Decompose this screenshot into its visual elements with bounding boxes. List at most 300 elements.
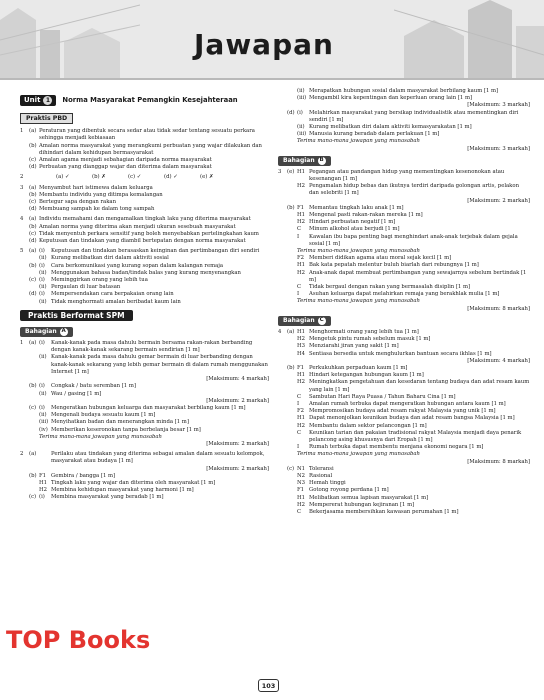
answer-label: 1 [20,128,24,135]
answer-label [20,199,29,206]
answers-q1 [20,128,269,171]
answer-row [20,383,269,390]
answer-text: Hindari perbuatan negatif [1 m] [309,219,396,226]
answer-text: Kurang melibatkan diri dalam aktiviti kemasyarakatan [1 m] [309,124,472,131]
answer-label [278,480,287,487]
answer-row [20,480,269,487]
answer-row [278,495,530,502]
answer-label: (i) [39,340,45,347]
answer-text: Merapatkan hubungan sosial dalam masyarakat berbilang kaum [1 m] [309,88,499,94]
answer-label [287,284,297,291]
answer-row [278,509,530,516]
answer-label: (i) [39,404,45,411]
answer-row [20,263,269,270]
answer-text: Congkak / batu seremban [1 m] [51,383,136,390]
spm-answers-1a [20,340,269,376]
answer-text: Membina kehidupan masyarakat yang harmoni [1 m] [51,487,194,494]
answer-label: (ii) [39,284,47,291]
answer-label [20,224,29,231]
answer-label [20,164,29,171]
answer-label: H1 [39,479,47,486]
max-mark: [Maksimum: 2 markah] [467,197,530,204]
answer-label [278,226,287,233]
answer-row [278,124,530,131]
answer-label: (c) [287,465,295,472]
answer-text: Tingkah laku yang wajar dan diterima oleh masyarakat [1 m] [51,479,216,486]
answer-label: H3 [297,343,305,350]
answer-text: Keputusan dan tindakan berasaskan keinginan dan pertimbangan diri sendiri [51,248,260,255]
answer-label: (i) [39,277,45,284]
answer-row [20,354,269,376]
answer-label: N1 [297,465,306,472]
answers-3a [278,169,530,198]
answer-row [20,451,269,465]
answer-label: (d) [29,206,37,213]
answer-row [20,419,269,426]
answer-label: 3 [20,184,24,191]
answer-label: (d) [29,291,37,298]
answer-row [20,216,269,223]
answer-row [278,415,530,422]
answer-label: (d) [287,109,295,116]
answer-row [20,270,269,277]
answers-3b-f2 [278,255,530,298]
answer-row [278,430,530,444]
answer-text: Keunikan tarian dan pakaian tradisional rakyat Malaysia menjadi daya penarik pelancong asing khususnya dari Eropah [1 m] [309,429,522,443]
answer-label [278,212,287,219]
answer-text: Dapat menonjolkan keunikan budaya dan adat resam bangsa Malaysia [1 m] [309,415,515,422]
answer-text: Pegangan atau pandangan hidup yang mementingkan kesenonokan atau kesenangan [1 m] [309,168,505,183]
answer-label: N2 [297,472,306,479]
answer-label [20,157,29,164]
answer-text: Gembira / bangga [1 m] [51,472,116,479]
answer-label: H2 [297,501,305,508]
answer-row [278,183,530,197]
answer-row [278,291,530,298]
answer-label: (b) [29,191,37,198]
answer-label: (iii) [297,95,307,102]
answer-row [20,291,269,298]
answer-row [278,205,530,212]
answer-label [278,423,287,430]
answer-text: Melahirkan masyarakat yang bersikap individualistik atau mementingkan diri sendiri [1 m] [309,109,519,123]
answer-label [278,351,287,358]
right-column [278,88,530,516]
answer-row [20,231,269,238]
answer-row [20,405,269,412]
answer-label [287,495,297,502]
answer-label [20,231,29,238]
answer-text: Perilaku atau tindakan yang diterima sebagai amalan dalam sesuatu kelompok, masyarakat atau budaya [1 m] [51,451,265,465]
answer-label: (c) [29,404,37,411]
answer-row [20,427,269,434]
answer-text: Kanak-kanak pada masa dahulu gemar bermain di luar berbanding dengan kanak-kanak sekarang yang lebih gemar bermain di dalam rumah menggunakan Internet [1 m] [51,354,268,375]
answer-label: H1 [297,168,305,175]
answer-text: Individu memahami dan mengamalkan tingkah laku yang diterima masyarakat [39,216,251,223]
answer-label [287,408,297,415]
answers-4b [278,365,530,451]
answer-text: Menggunakan bahasa badan/tindak balas yang kurang menyenangkan [51,269,241,276]
answer-label [278,372,287,379]
answer-label: H2 [297,183,305,190]
answer-label: (a) [29,216,37,223]
answer-label [20,255,29,262]
answer-text: Membantu dalam sektor pelancongan [1 m] [309,422,427,429]
answer-label: (iii) [39,419,49,426]
answer-row [278,95,530,102]
answer-row [20,487,269,494]
answer-row [20,143,269,157]
answers-q4 [20,216,269,245]
answer-label: H1 [297,328,305,335]
answer-label [278,408,287,415]
answer-label [278,415,287,422]
spm-answers-2b [20,473,269,502]
answer-label [278,110,287,124]
answer-row [278,255,530,262]
answer-row [20,199,269,206]
praktis-spm-tag: Praktis Berformat SPM [20,310,133,321]
answer-text: Asuhan keluarga dapat melahirkan remaja yang berakhlak mulia [1 m] [309,291,500,298]
answer-label [278,379,287,393]
answer-label [20,143,29,157]
answer-row [20,391,269,398]
answer-label: H2 [297,379,305,386]
answers-q2 [20,174,269,181]
accept-note: Terima mana-mana jawapan yang munasabah [297,451,420,458]
answer-label: H2 [39,487,47,494]
answer-row [278,394,530,401]
spm-answers-1b [20,383,269,397]
answer-label [287,131,297,138]
answer-label [278,365,287,372]
answer-label: 5 [20,248,24,255]
answer-label [287,487,297,494]
answer-label: H2 [297,269,305,276]
answer-text: Gotong royong perdana [1 m] [309,487,389,494]
answer-label: H1 [297,372,305,379]
answer-text: Amalan rumah terbuka dapat mengeratkan hubungan antara kaum [1 m] [309,400,506,407]
answer-text: Mempersendakan cara berpakaian orang lain [51,291,174,298]
answer-label: (iv) [39,426,48,433]
bahagian-letter: A [61,328,66,335]
page-number: 103 [258,679,279,692]
answer-text: Toleransi [309,465,334,472]
max-mark: [Maksimum: 2 markah] [206,440,269,447]
answer-row [20,224,269,231]
answer-text: Rumah terbuka dapat membentu menjana ekonomi negara [1 m] [309,444,484,451]
answer-label: (i) [297,109,303,116]
answer-text: Hemah tinggi [309,480,346,487]
answer-label [287,270,297,284]
logo-text: TOP Books [6,626,151,654]
unit-label: Unit [24,95,41,104]
answer-row [278,473,530,480]
answer-label [278,234,287,248]
answer-label: (i) [39,248,45,255]
answer-label [20,487,29,494]
unit-title: Norma Masyarakat Pemangkin Kesejahteraan [62,95,238,104]
answer-label: (ii) [39,412,47,419]
answer-label: (a) [29,340,37,347]
answer-text: Meningkatkan pengetahuan dan kesedaran tentang budaya dan adat resam kaum yang lain [1 m] [309,379,530,393]
answer-label [278,502,287,509]
answer-row [20,164,269,171]
left-column [20,94,269,502]
answer-label [20,270,29,277]
accept-note: Terima mana-mana jawapan yang munasabah [297,298,420,305]
answer-label: H1 [297,415,305,422]
header-divider [0,78,544,80]
answer-row [278,423,530,430]
answer-row [278,270,530,284]
answer-label: (a) [29,248,37,255]
answer-label: (a) [29,128,37,135]
answer-label: (i) [39,383,45,390]
answer-label [278,343,287,350]
answer-label [287,372,297,379]
answer-label: 4 [20,216,24,223]
answer-row [278,365,530,372]
answer-row [20,192,269,199]
answer-label: (i) [39,494,45,501]
answer-label: F1 [297,204,305,211]
answer-label [287,480,297,487]
answer-label [20,238,29,245]
answer-label [287,212,297,219]
answer-label [20,405,29,412]
answer-label [20,192,29,199]
answers-q3 [20,185,269,214]
answer-label [20,412,29,419]
answer-label [278,183,287,197]
answer-row [278,219,530,226]
answer-label: C [297,508,302,515]
answer-label [278,401,287,408]
unit-badge [20,95,56,106]
answer-label: H1 [297,262,305,269]
answer-label: H1 [297,212,305,219]
answer-label: F1 [39,472,47,479]
unit-heading [20,94,269,107]
answer-label [278,430,287,444]
answer-text: Memberi didikan agama atau moral sejak kecil [1 m] [309,255,452,262]
answer-label: (ii) [297,124,305,131]
answer-row [278,329,530,336]
answer-label: I [297,233,300,240]
answer-row [278,502,530,509]
answer-label [287,473,297,480]
answer-row [278,444,530,451]
answer-row [20,412,269,419]
answer-label [20,427,29,434]
answers-4a [278,329,530,358]
answers-d [278,110,530,139]
answer-row [278,262,530,269]
answer-label [287,183,297,197]
max-mark: [Maksimum: 4 markah] [206,376,269,383]
answer-label [278,270,287,284]
bahagian-letter: B [319,157,324,164]
answer-row [278,480,530,487]
answer-row [20,277,269,284]
answer-text: Amalan norma yang diterima akan menjadi ukuran sesebuah masyarakat [39,223,236,230]
answer-label: (b) [287,204,295,211]
answer-row [20,299,269,306]
answer-row [278,379,530,393]
answer-label [287,219,297,226]
answer-label: (b) [287,364,295,371]
answer-label [287,343,297,350]
answer-label [278,473,287,480]
answer-text: Keputusan dan tindakan yang diambil bertepatan dengan norma masyarakat [39,238,246,245]
accept-note: Terima mana-mana jawapan yang munasabah [297,248,420,255]
answer-label [278,205,287,212]
answer-row [278,226,530,233]
max-mark: [Maksimum: 2 markah] [206,465,269,472]
answer-label [29,299,39,306]
answers-q5 [20,248,269,306]
answers-3b [278,205,530,248]
answer-label: 2 [20,451,24,458]
answer-label [287,262,297,269]
answer-label [287,401,297,408]
answer-label [287,379,297,393]
answer-label [20,354,29,376]
answer-row [20,206,269,213]
bahagian-b-tag [278,156,331,166]
answer-label: (b) [29,472,37,479]
spm-answers-1c [20,405,269,434]
answer-label [287,423,297,430]
answer-text: Cara berkomunikasi yang kurang sopan dalam kalangan remaja [51,262,224,269]
answer-text: Bertegur sapa dengan rakan [39,199,116,206]
answer-label: H2 [297,422,305,429]
answer-label [20,277,29,284]
answer-label: C [297,226,302,233]
answer-row [20,494,269,501]
answer-label: H1 [297,494,305,501]
answer-row [278,372,530,379]
answer-label: (c) [29,277,37,284]
q2-item: (d) ✓ [164,174,178,181]
answer-label [287,291,297,298]
answer-label: (b) [29,262,37,269]
answer-text: Tidak bergaul dengan rakan yang bermasalah disiplin [1 m] [309,284,471,291]
answer-label [20,263,29,270]
answer-label [287,95,297,102]
answer-row [20,248,269,255]
answer-label [278,291,287,298]
answer-label: (b) [29,223,37,230]
answer-text: Kanak-kanak pada masa dahulu bermain bersama rakan-rakan berbanding dengan kanak-kanak sekarang bermain sendirian [1 m] [51,340,253,354]
answer-text: Pergaulan di luar batasan [51,284,121,291]
answer-label: I [297,444,300,451]
answer-label [278,394,287,401]
answer-text: Mengenali budaya sesuatu kaum [1 m] [51,412,156,419]
answer-label [20,284,29,291]
answer-text: Tidak menghormati amalan beribadat kaum lain [51,298,181,305]
answer-text: Membina masyarakat yang beradab [1 m] [51,494,164,501]
answer-label: (ii) [39,354,47,361]
q2-item: (b) ✗ [92,174,106,181]
answer-label: (ii) [39,255,47,262]
answer-label: F1 [297,364,305,371]
answer-label [39,451,51,465]
answer-label: C [297,429,302,436]
answer-text: Bekerjasama membersihkan kawasan perumahan [1 m] [309,508,459,515]
answer-label: (b) [29,383,37,390]
answer-row [278,466,530,473]
answer-label: H4 [297,350,305,357]
answer-label: (c) [29,157,37,164]
answer-label: (iii) [297,131,307,138]
answer-text: Wau / gasing [1 m] [51,390,102,397]
answer-label [287,502,297,509]
answer-label [20,473,29,480]
answer-label [287,234,297,248]
answer-label: F2 [297,255,305,262]
answer-text: Anak-anak dapat membuat pertimbangan yang sewajarnya sebelum bertindak [1 m] [309,269,527,283]
answer-label [278,131,287,138]
answer-text: Tidak menyentuh perkara sensitif yang boleh menyebabkan pertelingkahan kaum [39,230,259,237]
answer-row [20,255,269,262]
answer-label [278,219,287,226]
answer-text: Sambutan Hari Raya Puasa / Tahun Baharu Cina [1 m] [309,393,456,400]
bahagian-label: Bahagian [283,317,315,325]
answer-label [287,336,297,343]
answer-text: Membantu individu yang ditimpa kemalangan [39,191,163,198]
answer-row [20,157,269,164]
answer-label [278,124,287,131]
answer-label: C [297,284,302,291]
answer-label: (a) [29,184,37,191]
answer-label [287,351,297,358]
answer-text: Pengamalan hidup bebas dan ikutnya terdiri daripada golongan artis, pelakon dan selebriti [1 m] [309,183,519,197]
answer-label [287,509,297,516]
answer-label [20,494,29,501]
answer-label [20,206,29,213]
header-banner [0,0,544,80]
answer-row [278,110,530,124]
answer-label: I [297,291,300,298]
answer-label: (a) [29,451,37,458]
answer-text: Menziarahi jiran yang sakit [1 m] [309,343,399,350]
answer-label: (c) [29,494,37,501]
answer-label: (c) [29,199,37,206]
q2-number: 2 [20,174,24,181]
answer-label [20,291,29,298]
answer-row [278,401,530,408]
answer-text: Mengenal pasti rakan-rakan mereka [1 m] [309,212,423,219]
accept-note: Terima mana-mana jawapan yang munasabah [297,138,420,145]
answer-row [278,131,530,138]
answer-label: I [297,400,300,407]
answer-label: (i) [39,291,45,298]
answer-label: F2 [297,408,305,415]
answer-text: Perbuatan yang dianggap wajar dan diterima dalam masyarakat [39,164,212,171]
answer-label [278,509,287,516]
answer-row [20,284,269,291]
answer-label [278,95,287,102]
topbooks-watermark-logo [6,628,150,652]
answer-label [287,124,297,131]
answer-text: Rasional [309,472,333,479]
answer-text: Perkukuhkan perpaduan kaum [1 m] [309,364,408,371]
answer-label [29,419,39,426]
max-mark: [Maksimum: 8 markah] [467,458,530,465]
answer-label [278,284,287,291]
